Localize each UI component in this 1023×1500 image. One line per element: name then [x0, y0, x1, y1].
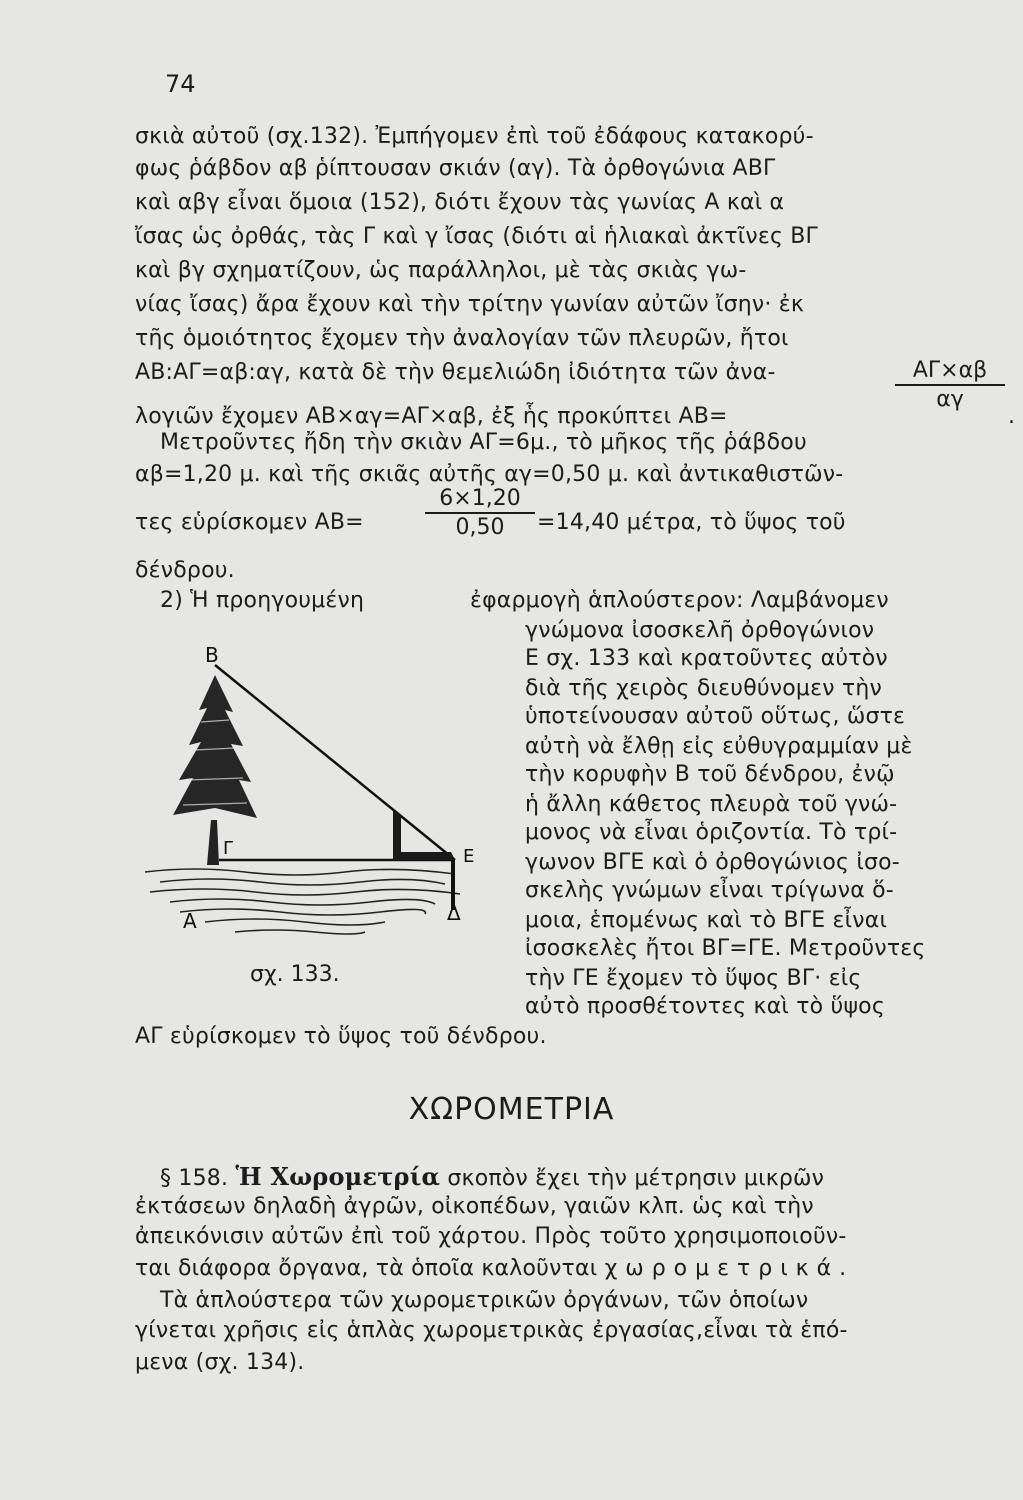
- text-fragment: ται διάφορα ὄργανα, τὰ ὁποῖα καλοῦνται: [135, 1256, 598, 1281]
- section-term: Ἡ Χωρομετρία: [235, 1162, 441, 1191]
- section-text: σκοπὸν ἔχει τὴν μέτρησιν μικρῶν: [447, 1166, 825, 1191]
- figure-caption: σχ. 133.: [250, 962, 340, 987]
- text-line: σκιὰ αὐτοῦ (σχ.132). Ἐμπήγομεν ἐπὶ τοῦ ἐδάφους κατακορύ-: [135, 124, 814, 149]
- text-line: ΑΒ:ΑΓ=αβ:αγ, κατὰ δὲ τὴν θεμελιώδη ἰδιότητα τῶν ἀνα-: [135, 360, 776, 385]
- text-line: μονος νὰ εἶναι ὁριζοντία. Τὸ τρί-: [525, 820, 898, 845]
- section-line: [160, 1162, 824, 1194]
- text-line: Τὰ ἁπλούστερα τῶν χωρομετρικῶν ὀργάνων, τῶν ὁποίων: [160, 1288, 809, 1313]
- text-line: ΑΓ εὑρίσκομεν τὸ ὕψος τοῦ δένδρου.: [135, 1024, 547, 1049]
- text-line: 2) Ἡ προηγουμένη: [160, 588, 365, 613]
- text-line: αὐτὸ προσθέτοντες καὶ τὸ ὕψος: [525, 994, 885, 1019]
- text-line: τὴν κορυφὴν Β τοῦ δένδρου, ἐνῷ: [525, 762, 895, 787]
- fraction: [425, 486, 535, 540]
- fraction: [895, 358, 1005, 412]
- text-line: γωνον ΒΓΕ καὶ ὁ ὀρθογώνιος ἰσο-: [525, 850, 900, 875]
- fraction-denominator: 0,50: [455, 515, 505, 540]
- text-line: καὶ βγ σχηματίζουν, ὡς παράλληλοι, μὲ τὰς σκιὰς γω-: [135, 258, 747, 283]
- text-line: τῆς ὁμοιότητος ἔχομεν τὴν ἀναλογίαν τῶν πλευρῶν, ἤτοι: [135, 326, 789, 351]
- label-B: Β: [205, 643, 219, 667]
- text-line: διὰ τῆς χειρὸς διευθύνομεν τὴν: [525, 676, 882, 701]
- text-line: μοια, ἑπομένως καὶ τὸ ΒΓΕ εἶναι: [525, 908, 888, 933]
- tree-height-figure: [135, 640, 495, 950]
- tree-trunk: [207, 820, 219, 865]
- text-line: αὐτὴ νὰ ἔλθῃ εἰς εὐθυγραμμίαν μὲ: [525, 734, 913, 759]
- text-line: γίνεται χρῆσις εἰς ἁπλὰς χωρομετρικὰς ἐργασίας,εἶναι τὰ ἑπό-: [135, 1318, 848, 1343]
- page-number: 74: [165, 70, 196, 98]
- text-line: γνώμονα ἰσοσκελῆ ὀρθογώνιον: [525, 618, 875, 643]
- text-line: ἰσοσκελὲς ἤτοι ΒΓ=ΓΕ. Μετροῦντες: [525, 936, 926, 961]
- line-BE: [215, 665, 455, 860]
- fraction-denominator: αγ: [936, 387, 964, 412]
- fraction-bar: [895, 384, 1005, 386]
- period: .: [1008, 404, 1016, 429]
- text-line: ἐφαρμογὴ ἁπλούστερον: Λαμβάνομεν: [470, 588, 889, 613]
- label-G: Γ: [223, 838, 234, 859]
- tree-foliage: [173, 675, 257, 818]
- text-line: ἀπεικόνισιν αὐτῶν ἐπὶ τοῦ χάρτου. Πρὸς τοῦτο χρησιμοποιοῦν-: [135, 1224, 847, 1249]
- formula-line: τες εὑρίσκομεν ΑΒ=: [135, 510, 364, 535]
- label-E: Ε: [463, 846, 475, 867]
- label-D: Δ: [447, 901, 461, 925]
- text-line: Μετροῦντες ἤδη τὴν σκιὰν ΑΓ=6μ., τὸ μῆκος τῆς ῥάβδου: [160, 430, 807, 455]
- text-line: δένδρου.: [135, 558, 235, 583]
- spaced-term: χωρομετρικά.: [604, 1256, 855, 1281]
- fraction-bar: [425, 512, 535, 514]
- text-line: Ε σχ. 133 καὶ κρατοῦντες αὐτὸν: [525, 646, 888, 671]
- text-line: αβ=1,20 μ. καὶ τῆς σκιᾶς αὐτῆς αγ=0,50 μ. καὶ ἀντικαθιστῶν-: [135, 462, 844, 487]
- label-A: Α: [183, 909, 197, 933]
- section-heading: ΧΩΡΟΜΕΤΡΙΑ: [408, 1092, 615, 1127]
- formula-line: λογιῶν ἔχομεν ΑΒ×αγ=ΑΓ×αβ, ἐξ ἧς προκύπτει ΑΒ=: [135, 404, 728, 429]
- text-line: [135, 1254, 854, 1284]
- fraction-numerator: ΑΓ×αβ: [912, 358, 988, 383]
- text-line: μενα (σχ. 134).: [135, 1350, 305, 1375]
- text-line: ὑποτείνουσαν αὐτοῦ οὕτως, ὥστε: [525, 704, 906, 729]
- text-line: ἡ ἄλλη κάθετος πλευρὰ τοῦ γνώ-: [525, 792, 898, 817]
- fraction-numerator: 6×1,20: [439, 486, 521, 511]
- text-line: ἐκτάσεων δηλαδὴ ἀγρῶν, οἰκοπέδων, γαιῶν κλπ. ὡς καὶ τὴν: [135, 1194, 814, 1219]
- formula-line: =14,40 μέτρα, τὸ ὕψος τοῦ: [537, 510, 846, 535]
- text-line: φως ῥάβδον αβ ῥίπτουσαν σκιάν (αγ). Τὰ ὀρθογώνια ΑΒΓ: [135, 156, 776, 181]
- text-line: ἴσας ὡς ὀρθάς, τὰς Γ καὶ γ ἴσας (διότι αἱ ἡλιακαὶ ἀκτῖνες ΒΓ: [135, 224, 818, 249]
- text-line: τὴν ΓΕ ἔχομεν τὸ ὕψος ΒΓ· εἰς: [525, 966, 862, 991]
- section-number: § 158.: [160, 1166, 229, 1191]
- text-line: καὶ αβγ εἶναι ὅμοια (152), διότι ἔχουν τὰς γωνίας Α καὶ α: [135, 190, 785, 215]
- text-line: νίας ἴσας) ἄρα ἔχουν καὶ τὴν τρίτην γωνίαν αὐτῶν ἴσην· ἐκ: [135, 292, 805, 317]
- text-line: σκελὴς γνώμων εἶναι τρίγωνα ὅ-: [525, 878, 894, 903]
